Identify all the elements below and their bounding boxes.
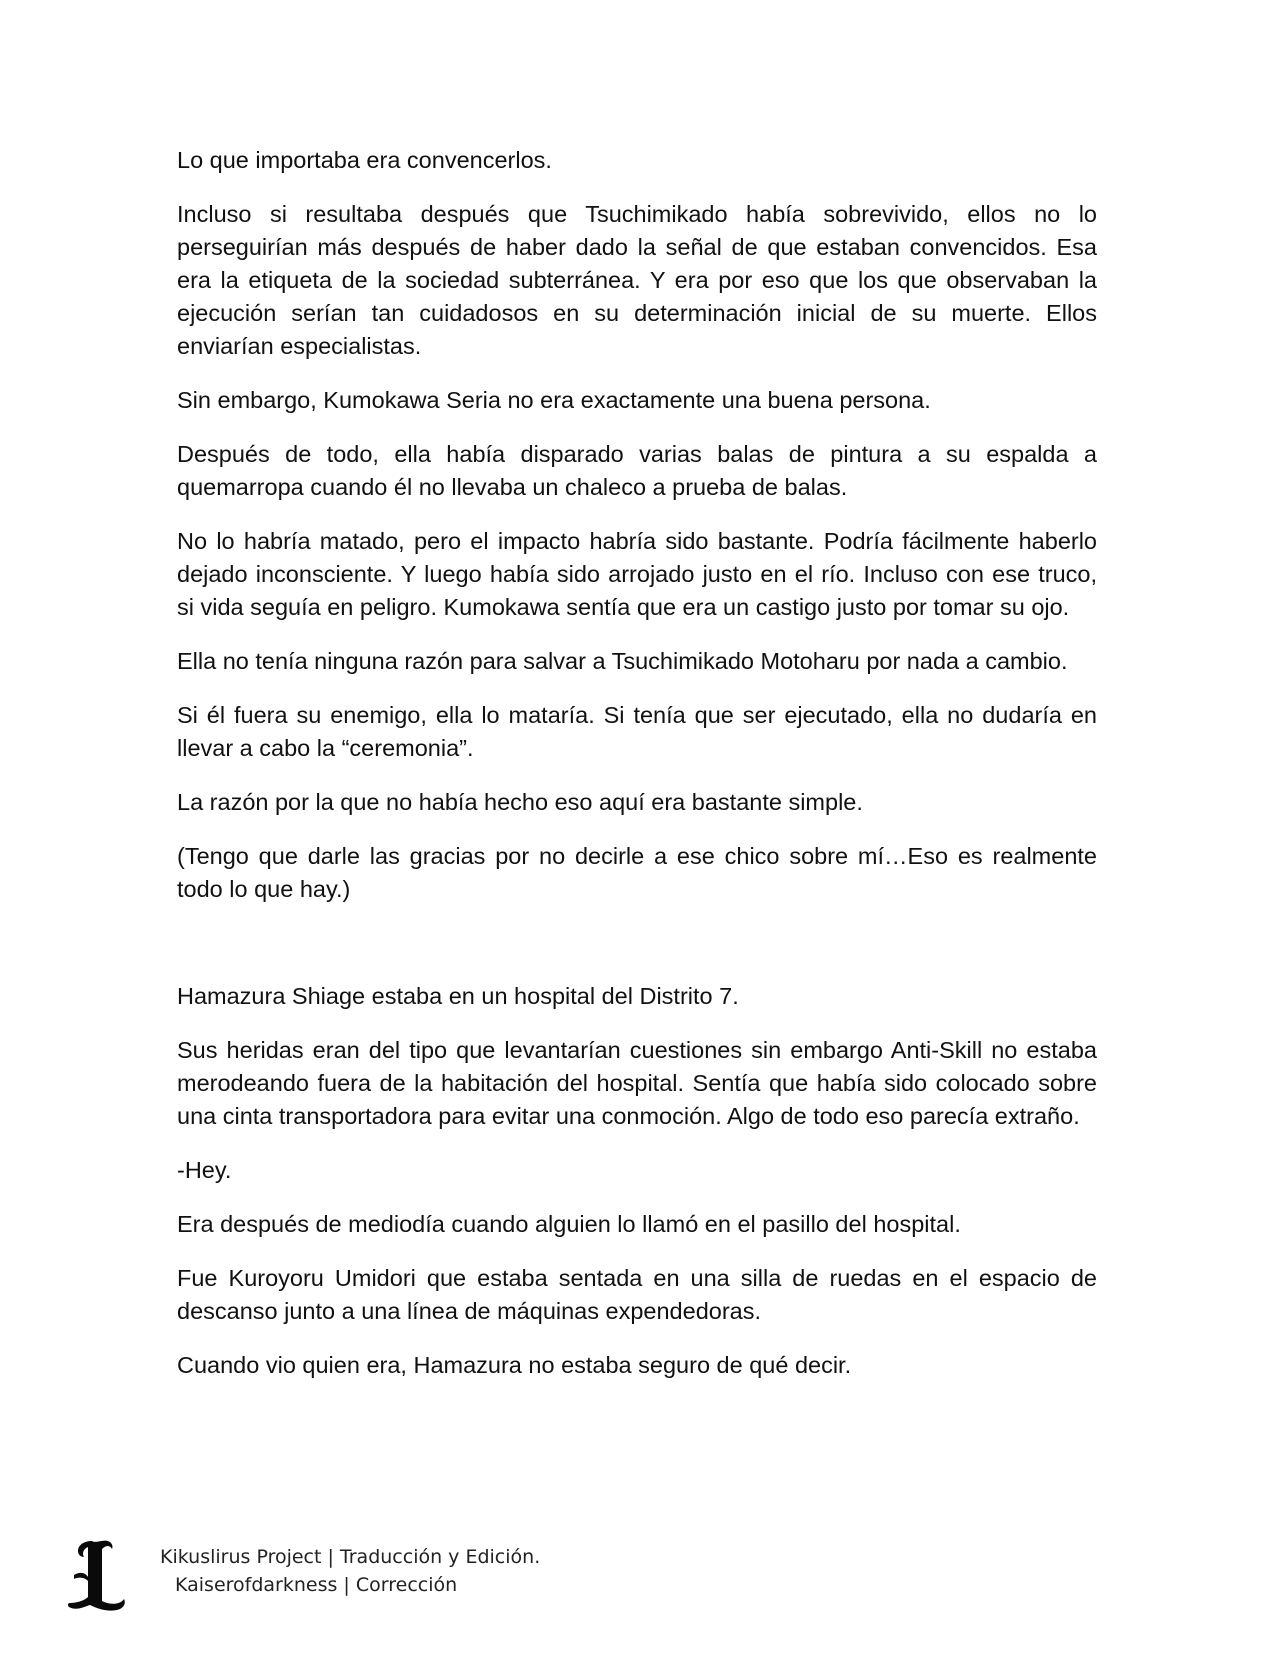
paragraph: Fue Kuroyoru Umidori que estaba sentada en una silla de ruedas en el espacio de descanso junto a una línea de máquinas expendedoras. <box>177 1265 1097 1324</box>
paragraph: Si él fuera su enemigo, ella lo mataría. Si tenía que ser ejecutado, ella no dudaría en llevar a cabo la “ceremonia”. <box>177 702 1097 761</box>
footer-credit-correction: Kaiserofdarkness | Corrección <box>175 1574 458 1596</box>
paragraph: Lo que importaba era convencerlos. <box>177 147 552 173</box>
paragraph: Sin embargo, Kumokawa Seria no era exactamente una buena persona. <box>177 387 931 413</box>
gothic-l-logo-icon <box>62 1535 132 1615</box>
paragraph: Ella no tenía ninguna razón para salvar a Tsuchimikado Motoharu por nada a cambio. <box>177 648 1068 674</box>
paragraph: Cuando vio quien era, Hamazura no estaba seguro de qué decir. <box>177 1352 852 1378</box>
paragraph: Hamazura Shiage estaba en un hospital del Distrito 7. <box>177 983 739 1009</box>
paragraph: Era después de mediodía cuando alguien lo llamó en el pasillo del hospital. <box>177 1211 961 1237</box>
paragraph: Incluso si resultaba después que Tsuchimikado había sobrevivido, ellos no lo perseguirían más después de haber dado la señal de que estaban convencidos. Esa era la etiqueta de la sociedad subterránea. Y era por eso que los que observaban la ejecución serían tan cuidadosos en su determinación inicial de su muerte. Ellos enviarían especialistas. <box>177 201 1097 359</box>
paragraph: Sus heridas eran del tipo que levantarían cuestiones sin embargo Anti-Skill no estaba merodeando fuera de la habitación del hospital. Sentía que había sido colocado sobre una cinta transportadora para evitar una conmoción. Algo de todo eso parecía extraño. <box>177 1037 1097 1129</box>
page-footer <box>0 1535 700 1635</box>
document-body <box>177 144 1097 1403</box>
paragraph: Después de todo, ella había disparado varias balas de pintura a su espalda a quemarropa cuando él no llevaba un chaleco a prueba de balas. <box>177 441 1097 500</box>
paragraph: La razón por la que no había hecho eso aquí era bastante simple. <box>177 789 863 815</box>
footer-credit-translation: Kikuslirus Project | Traducción y Edición. <box>160 1546 541 1568</box>
paragraph: -Hey. <box>177 1157 232 1183</box>
paragraph: (Tengo que darle las gracias por no decirle a ese chico sobre mí…Eso es realmente todo lo que hay.) <box>177 843 1097 902</box>
logo-flourish <box>74 1573 88 1581</box>
paragraph: No lo habría matado, pero el impacto habría sido bastante. Podría fácilmente haberlo dejado inconsciente. Y luego había sido arrojado justo en el río. Incluso con ese truco, si vida seguía en peligro. Kumokawa sentía que era un castigo justo por tomar su ojo. <box>177 528 1097 620</box>
